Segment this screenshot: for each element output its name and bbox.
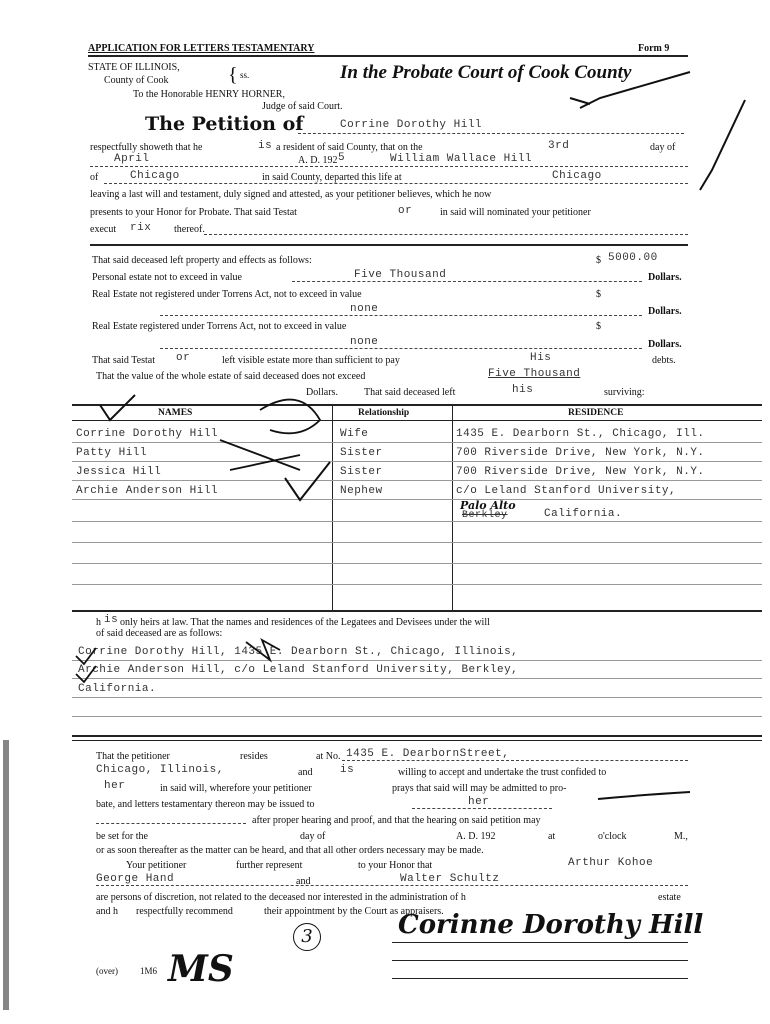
court-title: In the Probate Court of Cook County	[340, 62, 632, 83]
real-estate-not-label: Real Estate not registered under Torrens Act, not to exceed in value	[92, 289, 362, 300]
closing-resides: resides	[240, 751, 268, 762]
heir-residence: 700 Riverside Drive, New York, N.Y.	[456, 447, 705, 459]
heir-name: Archie Anderson Hill	[76, 485, 219, 497]
whole-estate-value: Five Thousand	[488, 368, 581, 380]
closing-line1-a: That the petitioner	[96, 751, 170, 762]
legatee-rule	[72, 660, 762, 661]
in-county-label: in said County, departed this life at	[262, 172, 402, 183]
closing-estate: estate	[658, 892, 681, 903]
closing-and: and	[298, 767, 313, 778]
surviving-label: surviving:	[604, 387, 645, 398]
petition-line4: leaving a last will and testament, duly signed and attested, as your petitioner believes, which he now	[90, 189, 492, 200]
petition-line3	[104, 183, 688, 184]
petition-line2	[90, 166, 688, 167]
appraiser-3: Walter Schultz	[400, 873, 500, 885]
petition-line1-a: respectfully showeth that he	[90, 142, 203, 153]
death-year-digit: 5	[338, 152, 346, 164]
closing-line8-a: Your petitioner	[126, 860, 187, 871]
address-line	[342, 760, 688, 761]
closing-at-no: at No.	[316, 751, 341, 762]
closing-her-2: her	[468, 796, 490, 808]
deceased-left-value: his	[512, 384, 534, 396]
petitioner-signature: Corinne Dorothy Hill	[398, 910, 704, 940]
estate-line1: That said deceased left property and effects as follows:	[92, 255, 312, 266]
closing-willing: willing to accept and undertake the trust confided to	[398, 767, 607, 778]
heir-name: Jessica Hill	[76, 466, 162, 478]
col-residence-header: RESIDENCE	[568, 408, 624, 418]
petition-line6	[204, 234, 688, 235]
state-label: STATE OF ILLINOIS,	[88, 62, 180, 73]
petition-line5-a: presents to your Honor for Probate. That said Testat	[90, 207, 297, 218]
real-estate-not-value: none	[350, 303, 379, 315]
closing-line6-a: be set for the	[96, 831, 148, 842]
personal-estate-value: Five Thousand	[354, 269, 447, 281]
checkmark-table	[100, 395, 135, 420]
execut-label: execut	[90, 224, 117, 235]
closing-line11-c: their appointment by the Court as appraisers.	[264, 906, 444, 917]
closing-line7: or as soon thereafter as the matter can be heard, and that all other orders necessary may be made.	[96, 845, 484, 856]
pen-stroke-court-2	[570, 98, 590, 104]
closing-line6-f: M.,	[674, 831, 688, 842]
of-label: of	[90, 172, 99, 183]
death-day: 3rd	[548, 140, 570, 152]
section-rule-1	[90, 244, 688, 246]
petition-line5-b: in said will nominated your petitioner	[440, 207, 591, 218]
death-place: Chicago	[552, 170, 602, 182]
heir-residence: 700 Riverside Drive, New York, N.Y.	[456, 466, 705, 478]
legatees-is: is	[104, 614, 119, 626]
visible-estate-b: left visible estate more than sufficient to pay	[222, 355, 400, 366]
real-reg-dollar: $	[596, 321, 601, 332]
ss-label: ss.	[240, 70, 250, 80]
judge-title: Judge of said Court.	[262, 101, 343, 112]
closing-line10: are persons of discretion, not related to the deceased nor interested in the administration of h	[96, 892, 466, 903]
heir-residence: c/o Leland Stanford University,	[456, 485, 677, 497]
legatee-row: Archie Anderson Hill, c/o Leland Stanford University, Berkley,	[78, 664, 519, 676]
pen-stroke-her	[598, 792, 690, 799]
testat-or: or	[398, 205, 413, 217]
form-title: APPLICATION FOR LETTERS TESTAMENTARY	[88, 43, 315, 54]
section-rule-3	[72, 740, 762, 741]
heir-residence-cont: California.	[544, 508, 623, 520]
form-number: Form 9	[638, 43, 670, 54]
heir-relationship: Sister	[340, 466, 383, 478]
county-label: County of Cook	[104, 75, 169, 86]
real-not-dollar: $	[596, 289, 601, 300]
row-rule	[72, 563, 762, 564]
issued-to-line	[412, 808, 552, 809]
ss-brace: {	[228, 64, 238, 86]
petitioner-name: Corrine Dorothy Hill	[340, 119, 483, 131]
dollars-label-1: Dollars.	[648, 272, 682, 283]
legatees-line2: of said deceased are as follows:	[96, 628, 223, 639]
real-estate-reg-value: none	[350, 336, 379, 348]
heir-relationship: Nephew	[340, 485, 383, 497]
debts-value: His	[530, 352, 552, 364]
over-label: (over)	[96, 966, 118, 976]
table-col-divider-1	[332, 404, 333, 610]
closing-line3-a: in said will, wherefore your petitioner	[160, 783, 312, 794]
table-col-divider-2	[452, 404, 453, 610]
appraisers-line	[96, 885, 688, 886]
signature-line-2	[392, 960, 688, 961]
petitioner-address: 1435 E. DearbornStreet,	[346, 748, 510, 760]
closing-line11-a: and h	[96, 906, 118, 917]
row-rule	[72, 442, 762, 443]
col-names-header: NAMES	[158, 408, 193, 418]
section-rule-2	[72, 735, 762, 737]
closing-line6-c: A. D. 192	[456, 831, 496, 842]
execut-rix: rix	[130, 222, 152, 234]
real-not-line	[160, 315, 642, 316]
personal-line	[292, 281, 642, 282]
legatee-row: California.	[78, 683, 157, 695]
col-relationship-header: Relationship	[358, 408, 410, 418]
signature-line-3	[392, 978, 688, 979]
table-bottom-rule	[72, 610, 762, 612]
petitioner-line	[298, 133, 684, 134]
closing-line8-c: to your Honor that	[358, 860, 433, 871]
closing-is: is	[340, 764, 355, 776]
circled-number: 3	[293, 923, 321, 951]
legatee-rule	[72, 678, 762, 679]
dollars-label-4: Dollars.	[306, 387, 338, 398]
heir-relationship: Sister	[340, 447, 383, 459]
petition-is: is	[258, 140, 273, 152]
debts-label: debts.	[652, 355, 676, 366]
row-rule	[72, 480, 762, 481]
petition-line1-b: a resident of said County, that on the	[276, 142, 423, 153]
petition-heading: The Petition of	[145, 113, 304, 135]
blank-line	[96, 823, 246, 824]
heir-residence: 1435 E. Dearborn St., Chicago, Ill.	[456, 428, 705, 440]
initials-mark-2	[220, 440, 300, 470]
table-top-rule	[72, 404, 762, 406]
closing-line3-b: prays that said will may be admitted to pro-	[392, 783, 567, 794]
signature-line-1	[392, 942, 688, 943]
residence-struck-text: Berkley	[462, 510, 508, 521]
whole-estate-label: That the value of the whole estate of said deceased does not exceed	[96, 371, 366, 382]
table-header-rule	[72, 420, 762, 421]
dollars-label-2: Dollars.	[648, 306, 682, 317]
closing-line4: bate, and letters testamentary thereon may be issued to	[96, 799, 315, 810]
row-rule	[72, 499, 762, 500]
closing-line6-e: o'clock	[598, 831, 627, 842]
legatees-line1: only heirs at law. That the names and residences of the Legatees and Devisees under the will	[120, 617, 490, 628]
visible-testat-or: or	[176, 352, 191, 364]
closing-and-2: and	[296, 876, 311, 887]
closing-line5: after proper hearing and proof, and that the hearing on said petition may	[252, 815, 541, 826]
deceased-city: Chicago	[130, 170, 180, 182]
header-rule	[88, 55, 688, 57]
deceased-left-label: That said deceased left	[364, 387, 456, 398]
checkmark-top	[700, 100, 745, 190]
clerk-initials: MS	[168, 948, 234, 990]
row-rule	[72, 461, 762, 462]
residence-handwritten-correction: Palo Alto	[460, 499, 516, 512]
closing-line8-b: further represent	[236, 860, 303, 871]
death-month: April	[114, 153, 150, 165]
checkmark-heirs	[285, 462, 330, 500]
addressee: To the Honorable HENRY HORNER,	[133, 89, 285, 100]
print-code: 1M6	[140, 966, 158, 976]
row-rule	[72, 521, 762, 522]
closing-her-1: her	[104, 780, 126, 792]
petitioner-city: Chicago, Illinois,	[96, 764, 224, 776]
day-of-label: day of	[650, 142, 676, 153]
personal-estate-label: Personal estate not to exceed in value	[92, 272, 242, 283]
heir-relationship: Wife	[340, 428, 369, 440]
row-rule	[72, 542, 762, 543]
appraiser-2: George Hand	[96, 873, 175, 885]
legatees-h: h	[96, 617, 101, 628]
estate-total: 5000.00	[608, 252, 658, 264]
legatee-row: Corrine Dorothy Hill, 1435 E. Dearborn St., Chicago, Illinois,	[78, 646, 519, 658]
dollars-label-3: Dollars.	[648, 339, 682, 350]
closing-line11-b: respectfully recommend	[136, 906, 233, 917]
heir-name: Patty Hill	[76, 447, 148, 459]
ad-label: A. D. 192	[298, 155, 338, 166]
legatee-rule	[72, 716, 762, 717]
legatee-rule	[72, 697, 762, 698]
visible-estate-a: That said Testat	[92, 355, 155, 366]
closing-line6-b: day of	[300, 831, 326, 842]
estate-dollar: $	[596, 255, 601, 266]
thereof-label: thereof.	[174, 224, 205, 235]
real-estate-reg-label: Real Estate registered under Torrens Act, not to exceed in value	[92, 321, 347, 332]
real-reg-line	[160, 348, 642, 349]
closing-line6-d: at	[548, 831, 556, 842]
heir-name: Corrine Dorothy Hill	[76, 428, 219, 440]
row-rule	[72, 584, 762, 585]
deceased-name: William Wallace Hill	[390, 153, 533, 165]
appraiser-1: Arthur Kohoe	[568, 857, 654, 869]
